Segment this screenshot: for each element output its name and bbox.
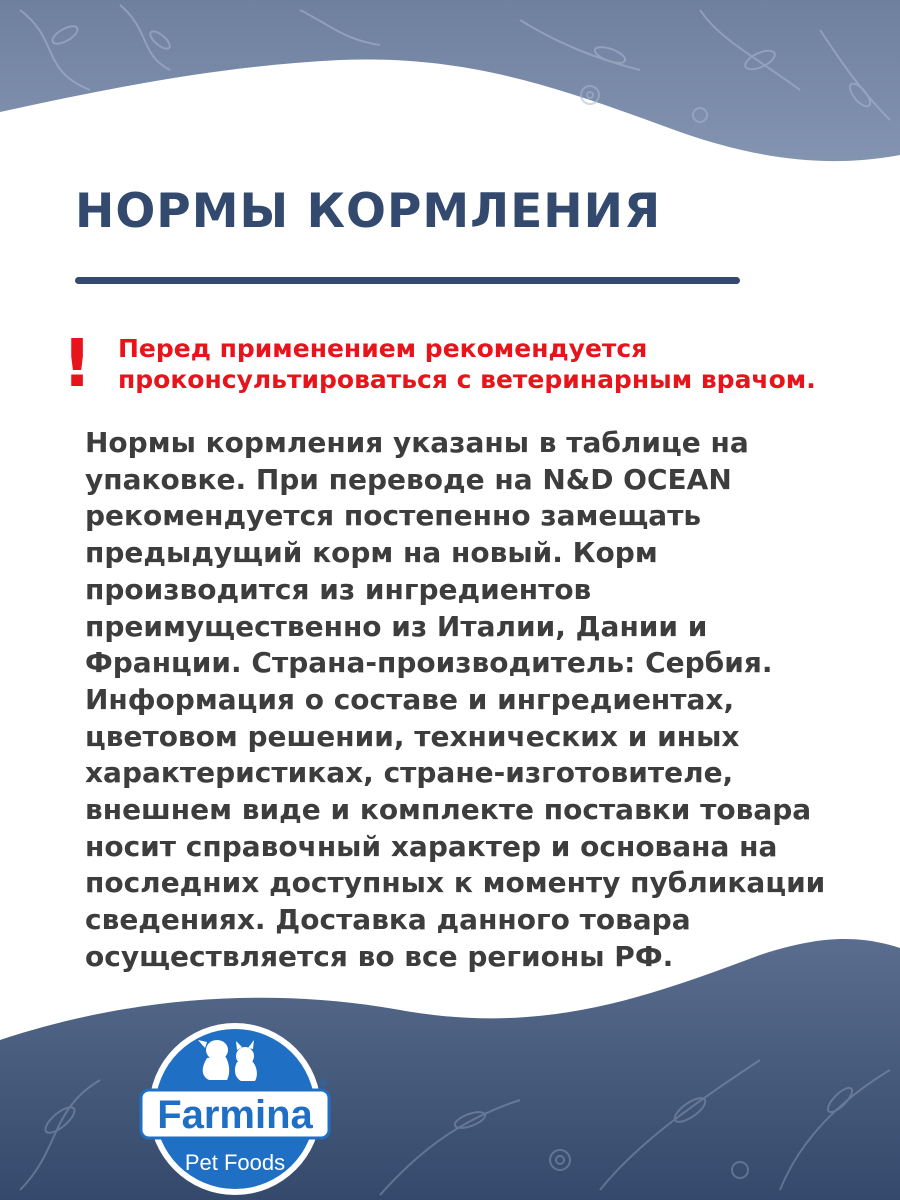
vet-warning [118, 333, 878, 395]
body-line: Франции. Страна-производитель: Сербия. [85, 646, 773, 680]
body-line: Нормы кормления указаны в таблице на [85, 426, 749, 459]
body-line: цветовом решении, технических и иных [85, 719, 740, 753]
warning-line: проконсультироваться с ветеринарным врачом. [118, 365, 816, 394]
body-line: рекомендуется постепенно замещать [85, 499, 702, 533]
body-line: осуществляется во все регионы РФ. [85, 939, 674, 973]
body-line: сведениях. Доставка данного товара [85, 903, 691, 937]
body-line: характеристиках, стране-изготовителе, [85, 756, 734, 790]
logo-brand: Farmina [157, 1093, 313, 1137]
logo-tagline: Pet Foods [184, 1150, 286, 1175]
farmina-logo [135, 1018, 335, 1200]
body-line: преимущественно из Италии, Дании и [85, 609, 708, 643]
body-line: производится из ингредиентов [85, 572, 592, 606]
body-line: последних доступных к моменту публикации [85, 866, 826, 900]
body-line: носит справочный характер и основана на [85, 829, 778, 863]
warning-line: Перед применением рекомендуется [118, 334, 648, 363]
page-title: НОРМЫ КОРМЛЕНИЯ [75, 184, 662, 239]
logo-registered: ® [319, 1078, 327, 1089]
body-line: внешнем виде и комплекте поставки товара [85, 793, 812, 827]
body-line: упаковке. При переводе на N&D OCEAN [85, 462, 732, 496]
warning-exclamation-icon: ! [62, 325, 93, 402]
feeding-info-text [85, 425, 885, 976]
title-divider [75, 277, 740, 284]
body-line: предыдущий корм на новый. Корм [85, 536, 658, 570]
top-wave [0, 0, 900, 161]
body-line: Информация о составе и ингредиентах, [85, 682, 735, 716]
